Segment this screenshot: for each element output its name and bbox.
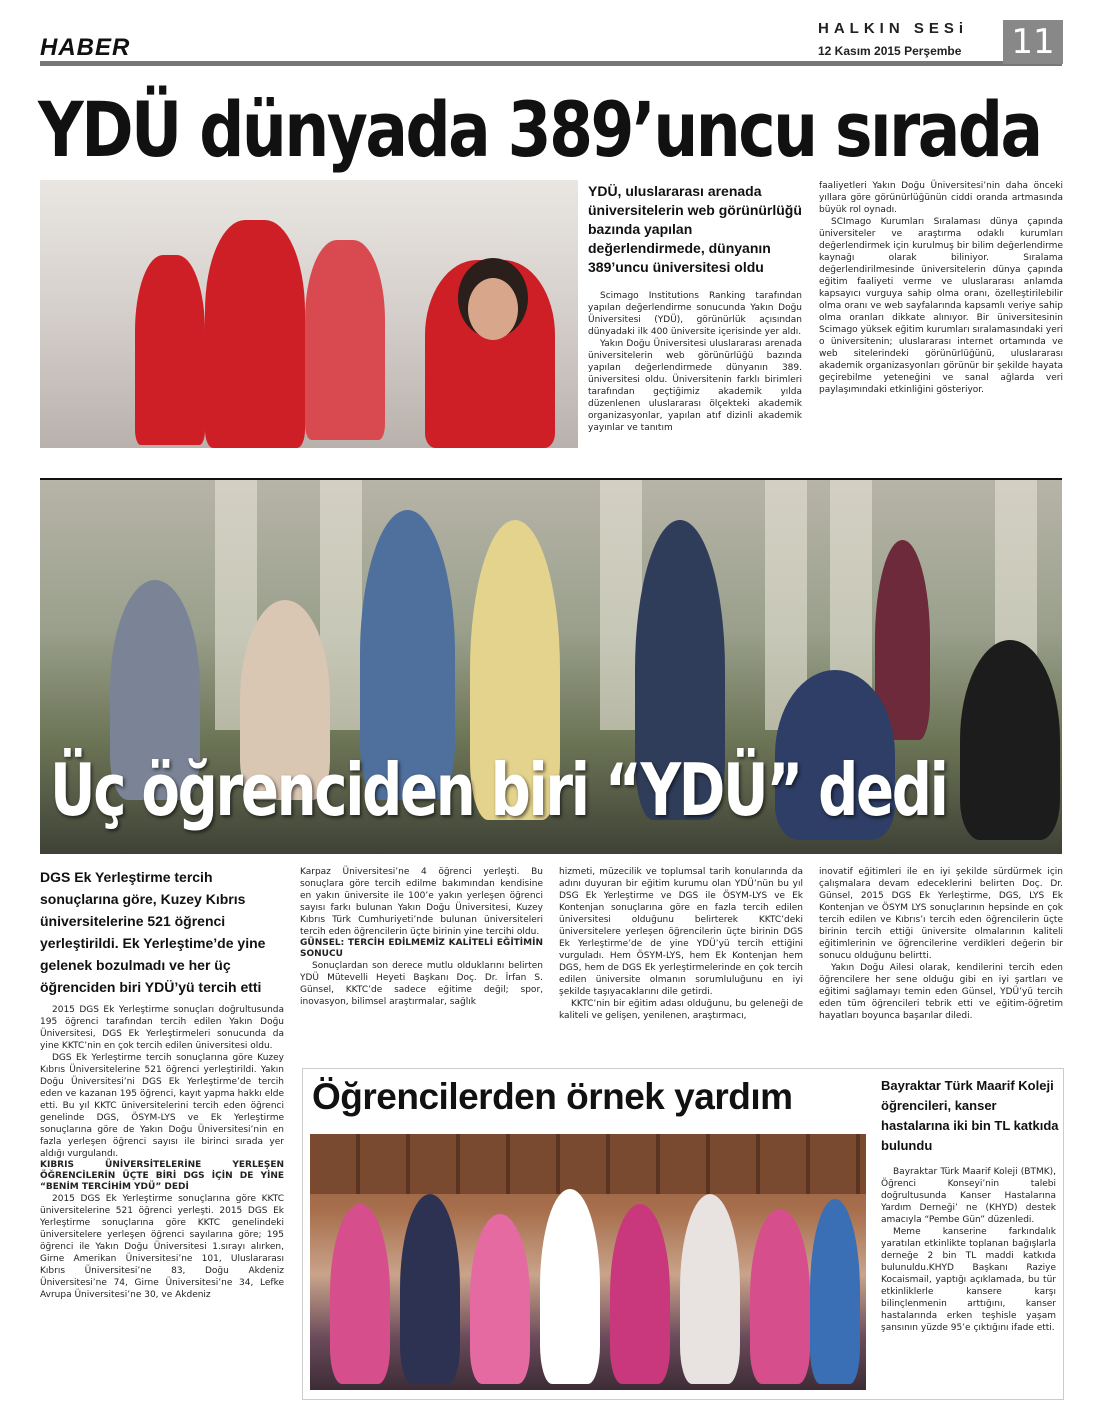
section-label: HABER [40,34,131,61]
story2-column-1 [40,1004,284,1301]
story2-column-4 [819,866,1063,1022]
newspaper-name: HALKIN SESi [818,20,969,37]
paragraph: Bayraktar Türk Maarif Koleji (BTMK), Öğrenci Konseyi’nin talebi doğrultusunda Kanser Hastalarına Yardım Derneği’ ne (KHYD) destek amacıyla “Pembe Gün” düzenledi. [881,1167,1056,1225]
subheading: KIBRIS ÜNİVERSİTELERİNE YERLEŞEN ÖĞRENCİLERİN ÜÇTE BİRİ DGS İÇİN DE YİNE “BENİM TERCİHİM YDÜ” DEDİ [40,1160,284,1192]
paragraph: 2015 DGS Ek Yerleştirme sonuçları doğrultusunda 195 öğrenci tarafından tercih edilen Yakın Doğu Üniversitesi, DGS Ek Yerleştirmeleri sonucunda da yine KKTC’nin en çok tercih edilen üniversitesi oldu. [40,1005,284,1051]
story3-headline: Öğrencilerden örnek yardım [312,1076,793,1117]
paragraph: 2015 DGS Ek Yerleştirme sonuçlarına göre KKTC üniversitelerine 521 öğrenci yerleşti. 2015 DGS Ek Yerleştirme sonuçlarına göre KKTC genelindeki üniversitelere yerleşen öğrenci sayılarına göre; 195 öğrenci ile Yakın Doğu Üniversitesi 1.sırayı alırken, Girne Amerikan Üniversitesi’ne 101, Uluslararası Kıbrıs Üniversitesi’ne 83, Doğu Akdeniz Üniversitesi’ne 74, Girne Üniversitesi’ne 34, Lefke Avrupa Üniversitesi’ne 30, ve Akdeniz [40,1194,284,1300]
story2-column-2 [300,866,543,1008]
story3-body [881,1166,1056,1334]
paragraph: KKTC’nin bir eğitim adası olduğunu, bu geleneği de kaliteli ve gelişen, yenilenen, araştırmacı, [559,999,803,1021]
story1-headline: YDÜ dünyada 389’uncu sırada [38,85,1041,174]
page-number: 11 [1003,20,1063,64]
story1-photo-paramedics [40,180,578,448]
subheading: GÜNSEL: TERCİH EDİLMEMİZ KALİTELİ EĞİTİMİN SONUCU [300,938,543,959]
story3-photo-group [310,1134,866,1390]
story1-column-2 [819,180,1063,396]
paragraph: hizmeti, müzecilik ve toplumsal tarih konularında da adını duyuran bir eğitim kurumu olan YDÜ’nün bu yıl DSG Ek Yerleştirme ve DGS ile ÖSYM-LYS ve Ek Kontenjan sonuçlarına göre en fazla tercih edilen üniversitesi olduğunu belirterek KKTC’deki üniversitelere yerleşen öğrencilerin üçte birinin DGS Ek Yerleştirme’de de yine YDÜ’yü tercih ettiğini vurguladı. Hem ÖSYM-LYS, hem Ek Kontenjan hem DGS, hem de DGS Ek yerleştirmelerinde en çok tercih edilen üniversite olmanın sorumluluğunu en iyi şekilde taşıyacaklarını dile getirdi. [559,867,803,997]
story2-headline: Üç öğrenciden biri “YDÜ” dedi [50,748,947,832]
paragraph: SCImago Kurumları Sıralaması dünya çapında üniversiteler ve araştırma odaklı kurumları değerlendirmek için kurulmuş bir bilim değerlendirme kaynağı olarak biliniyor. Sıralama değerlendirilmesinde üniversitelerin dünya çapında eğitim faaliyeti verme ve uluslararası anlamda kapsayıcı vurguya sahip olma oranı, özelleştirilebilir olma oranı ve web sayfalarında kapsamlı veriye sahip olma oranları dikkate alınıyor. Bir üniversitesinin Scimago yüksek eğitim kurumları sıralamasındaki yeri o üniversitenin; uluslararası internet ortamında ve web sitelerindeki görünürlüğünü, uluslararası akademik organizasyonları görünür bir şekilde hayata geçirebilme yeteneğini ve sanal ağlarda veri paylaşımındaki etkinliğini gösteriyor. [819,217,1063,395]
issue-date: 12 Kasım 2015 Perşembe [818,44,962,58]
paragraph: Karpaz Üniversitesi’ne 4 öğrenci yerleşti. Bu sonuçlara göre tercih edilme bakımından kendisine en yakın üniversite ile 100’e yakın yerleşen öğrenci sayısı farkı bulunan Yakın Doğu Üniversitesi, Kuzey Kıbrıs Türk Cumhuriyeti’nde bulunan üniversiteleri tercih eden öğrencilerin üçte birinin yine tercihi oldu. [300,867,543,937]
story1-lede: YDÜ, uluslararası arenada üniversitelerin web görünürlüğü bazında yapılan değerlendirmede, dünyanın 389’uncu üniversitesi oldu [588,183,802,275]
story3-lede: Bayraktar Türk Maarif Koleji öğrencileri, kanser hastalarına iki bin TL katkıda bulundu [881,1078,1059,1153]
paragraph: Meme kanserine farkındalık yaratılan etkinlikte toplanan bağışlarla derneğe 2 bin TL maddi katkıda bulunuldu.KHYD Başkanı Raziye Kocaismail, yaptığı açıklamada, bu tür etkinliklerle kansere karşı bilinçlenmenin arttığını, kanser hastalarında erken teşhisle yaşam şansının yüzde 95’e çıktığını ifade etti. [881,1227,1056,1333]
paragraph: faaliyetleri Yakın Doğu Üniversitesi’nin daha önceki yıllara göre görünürlüğünün ciddi oranda artmasında büyük rol oynadı. [819,181,1063,215]
paragraph: Yakın Doğu Ailesi olarak, kendilerini tercih eden öğrencilere her sene olduğu gibi en iyi şartları ve eğitimi sağlamayı temin eden Günsel, YDÜ’yü tercih eden tüm öğrencileri tebrik etti ve eğitim-öğretim hayatları boyunca başarılar diledi. [819,963,1063,1021]
header-rule [40,61,1062,66]
story2-column-3 [559,866,803,1022]
story1-column-1 [588,290,802,434]
paragraph: inovatif eğitimleri ile en iyi şekilde sürdürmek için çalışmalara devam edeceklerini belirten Doç. Dr. Günsel, 2015 DGS Ek Yerleştirme, DGS, LYS Ek Kontenjan ve ÖSYM LYS sonuçlarının hepsinde en çok tercih edilen ve Kıbrıs’ı tercih eden öğrencilerin üçte birinin tercih ettiği üniversite olmalarının kaliteli eğitimlerinin ve öğrencilerine verdikleri değerin bir sonucu olduğunu belirtti. [819,867,1063,961]
paragraph: Yakın Doğu Üniversitesi uluslararası arenada üniversitelerin web görünürlüğü bazında yapılan değerlendirmede dünyanın 389. üniversitesi oldu. Üniversitenin farklı birimleri tarafından geçtiğimiz akademik yılda düzenlenen uluslararası ölçekteki akademik organizasyonlar, yapılan atıf dizinli akademik yayınlar ve tanıtım [588,339,802,433]
paragraph: DGS Ek Yerleştirme tercih sonuçlarına göre Kuzey Kıbrıs Üniversitelerine 521 öğrenci yerleştirildi. Yakın Doğu Üniversitesi’ni DGS Ek Yerleştirme’de tercih eden ve kazanan 195 öğrenci, kayıt yapma hakkı elde etti. Bu yıl KKTC üniversitelerini tercih eden öğrenci genelinde DGS, ÖSYM-LYS ve Ek Yerleştirme sonuçlarına göre de Yakın Doğu Üniversitesi’nin en fazla yerleşen öğrenci sayısı ile birinci sırada yer aldığı vurgulandı. [40,1053,284,1159]
paragraph: Sonuçlardan son derece mutlu olduklarını belirten YDÜ Mütevelli Heyeti Başkanı Doç. Dr. İrfan S. Günsel, KKTC’de sadece eğitime değil; spor, inovasyon, bilimsel araştırmalar, sağlık [300,961,543,1007]
paragraph: Scimago Institutions Ranking tarafından yapılan değerlendirme sonucunda Yakın Doğu Üniversitesi (YDÜ), görünürlük açısından dünyadaki ilk 400 üniversite içerisinde yer aldı. [588,291,802,337]
story2-standfirst: DGS Ek Yerleştirme tercih sonuçlarına göre, Kuzey Kıbrıs üniversitelerine 521 öğrenci yerleştirildi. Ek Yerleştime’de yine gelenek bozulmadı ve her üç öğrenciden biri YDÜ’yü tercih etti [40,869,266,995]
